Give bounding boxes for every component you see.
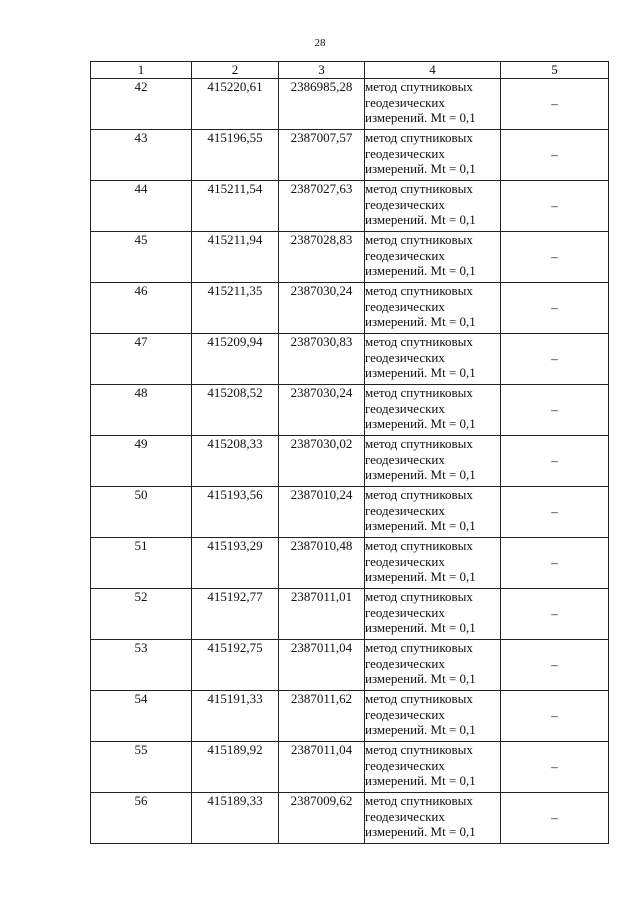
accuracy-value: – xyxy=(501,283,609,334)
method-line: измерений. Mt = 0,1 xyxy=(365,467,476,482)
coordinate-y: 2387030,24 xyxy=(279,385,365,436)
method-line: измерений. Mt = 0,1 xyxy=(365,518,476,533)
coordinate-y: 2386985,28 xyxy=(279,79,365,130)
coordinate-y: 2387011,04 xyxy=(279,742,365,793)
method-description xyxy=(365,793,501,844)
method-description xyxy=(365,334,501,385)
method-line: метод спутниковых xyxy=(365,793,473,808)
coordinate-x: 415189,92 xyxy=(192,742,279,793)
point-number: 48 xyxy=(91,385,192,436)
table-row xyxy=(91,538,609,589)
point-number: 46 xyxy=(91,283,192,334)
accuracy-value: – xyxy=(501,385,609,436)
point-number: 43 xyxy=(91,130,192,181)
point-number: 44 xyxy=(91,181,192,232)
method-line: геодезических xyxy=(365,502,445,518)
method-line: метод спутниковых xyxy=(365,742,473,757)
table-row xyxy=(91,130,609,181)
method-line: метод спутниковых xyxy=(365,79,473,94)
column-header-4: 4 xyxy=(365,62,501,79)
accuracy-value: – xyxy=(501,232,609,283)
method-description xyxy=(365,436,501,487)
table-row xyxy=(91,640,609,691)
method-line: метод спутниковых xyxy=(365,538,473,553)
method-description xyxy=(365,130,501,181)
table-row xyxy=(91,487,609,538)
method-line: геодезических xyxy=(365,298,445,314)
accuracy-value: – xyxy=(501,487,609,538)
method-description xyxy=(365,589,501,640)
table-row xyxy=(91,793,609,844)
column-header-3: 3 xyxy=(279,62,365,79)
coordinate-x: 415192,75 xyxy=(192,640,279,691)
method-line: метод спутниковых xyxy=(365,436,473,451)
method-line: метод спутниковых xyxy=(365,640,473,655)
method-description xyxy=(365,385,501,436)
method-line: метод спутниковых xyxy=(365,385,473,400)
method-line: измерений. Mt = 0,1 xyxy=(365,569,476,584)
coordinate-y: 2387010,24 xyxy=(279,487,365,538)
table-row xyxy=(91,436,609,487)
table-body xyxy=(91,79,609,844)
accuracy-value: – xyxy=(501,79,609,130)
method-line: геодезических xyxy=(365,349,445,365)
method-line: геодезических xyxy=(365,655,445,671)
table-row xyxy=(91,385,609,436)
method-line: геодезических xyxy=(365,196,445,212)
coordinate-x: 415208,52 xyxy=(192,385,279,436)
method-line: измерений. Mt = 0,1 xyxy=(365,161,476,176)
method-line: геодезических xyxy=(365,604,445,620)
point-number: 47 xyxy=(91,334,192,385)
method-description xyxy=(365,691,501,742)
method-description xyxy=(365,538,501,589)
column-header-5: 5 xyxy=(501,62,609,79)
coordinate-y: 2387011,01 xyxy=(279,589,365,640)
coordinate-x: 415193,56 xyxy=(192,487,279,538)
coordinate-x: 415220,61 xyxy=(192,79,279,130)
coordinate-y: 2387009,62 xyxy=(279,793,365,844)
method-line: измерений. Mt = 0,1 xyxy=(365,722,476,737)
method-description xyxy=(365,640,501,691)
method-line: измерений. Mt = 0,1 xyxy=(365,110,476,125)
point-number: 56 xyxy=(91,793,192,844)
accuracy-value: – xyxy=(501,436,609,487)
table-header-row xyxy=(91,62,609,79)
method-line: геодезических xyxy=(365,757,445,773)
method-line: геодезических xyxy=(365,94,445,110)
point-number: 50 xyxy=(91,487,192,538)
method-line: геодезических xyxy=(365,808,445,824)
method-line: геодезических xyxy=(365,451,445,467)
coordinate-y: 2387030,83 xyxy=(279,334,365,385)
coordinate-y: 2387011,04 xyxy=(279,640,365,691)
point-number: 42 xyxy=(91,79,192,130)
accuracy-value: – xyxy=(501,793,609,844)
accuracy-value: – xyxy=(501,538,609,589)
method-line: измерений. Mt = 0,1 xyxy=(365,416,476,431)
method-line: измерений. Mt = 0,1 xyxy=(365,365,476,380)
table-row xyxy=(91,691,609,742)
method-line: геодезических xyxy=(365,553,445,569)
method-line: метод спутниковых xyxy=(365,334,473,349)
method-line: геодезических xyxy=(365,706,445,722)
method-line: измерений. Mt = 0,1 xyxy=(365,212,476,227)
table-row xyxy=(91,742,609,793)
coordinate-x: 415208,33 xyxy=(192,436,279,487)
method-line: измерений. Mt = 0,1 xyxy=(365,773,476,788)
coordinate-y: 2387030,24 xyxy=(279,283,365,334)
method-line: метод спутниковых xyxy=(365,130,473,145)
method-line: измерений. Mt = 0,1 xyxy=(365,824,476,839)
method-line: метод спутниковых xyxy=(365,487,473,502)
coordinate-y: 2387010,48 xyxy=(279,538,365,589)
method-line: метод спутниковых xyxy=(365,232,473,247)
coordinate-x: 415189,33 xyxy=(192,793,279,844)
coordinate-y: 2387030,02 xyxy=(279,436,365,487)
table-row xyxy=(91,232,609,283)
coordinate-x: 415211,54 xyxy=(192,181,279,232)
column-header-2: 2 xyxy=(192,62,279,79)
point-number: 51 xyxy=(91,538,192,589)
coordinate-x: 415211,35 xyxy=(192,283,279,334)
method-line: измерений. Mt = 0,1 xyxy=(365,620,476,635)
method-description xyxy=(365,181,501,232)
method-line: метод спутниковых xyxy=(365,181,473,196)
coordinate-y: 2387027,63 xyxy=(279,181,365,232)
method-line: метод спутниковых xyxy=(365,691,473,706)
method-description xyxy=(365,487,501,538)
accuracy-value: – xyxy=(501,640,609,691)
coordinate-x: 415192,77 xyxy=(192,589,279,640)
coordinate-x: 415191,33 xyxy=(192,691,279,742)
table-row xyxy=(91,334,609,385)
method-line: геодезических xyxy=(365,247,445,263)
method-description xyxy=(365,283,501,334)
point-number: 49 xyxy=(91,436,192,487)
coordinate-x: 415211,94 xyxy=(192,232,279,283)
method-line: метод спутниковых xyxy=(365,589,473,604)
table-row xyxy=(91,79,609,130)
coordinate-y: 2387007,57 xyxy=(279,130,365,181)
method-line: измерений. Mt = 0,1 xyxy=(365,314,476,329)
table-row xyxy=(91,283,609,334)
accuracy-value: – xyxy=(501,691,609,742)
coordinates-table xyxy=(90,61,609,844)
accuracy-value: – xyxy=(501,742,609,793)
coordinate-x: 415193,29 xyxy=(192,538,279,589)
column-header-1: 1 xyxy=(91,62,192,79)
accuracy-value: – xyxy=(501,130,609,181)
coordinate-y: 2387011,62 xyxy=(279,691,365,742)
page-number: 28 xyxy=(314,37,326,49)
method-line: геодезических xyxy=(365,400,445,416)
coordinate-x: 415209,94 xyxy=(192,334,279,385)
point-number: 45 xyxy=(91,232,192,283)
point-number: 52 xyxy=(91,589,192,640)
point-number: 55 xyxy=(91,742,192,793)
coordinate-x: 415196,55 xyxy=(192,130,279,181)
method-description xyxy=(365,232,501,283)
accuracy-value: – xyxy=(501,589,609,640)
method-description xyxy=(365,79,501,130)
point-number: 53 xyxy=(91,640,192,691)
accuracy-value: – xyxy=(501,181,609,232)
table-row xyxy=(91,589,609,640)
method-line: метод спутниковых xyxy=(365,283,473,298)
coordinate-y: 2387028,83 xyxy=(279,232,365,283)
method-line: измерений. Mt = 0,1 xyxy=(365,263,476,278)
accuracy-value: – xyxy=(501,334,609,385)
method-description xyxy=(365,742,501,793)
table-row xyxy=(91,181,609,232)
point-number: 54 xyxy=(91,691,192,742)
method-line: геодезических xyxy=(365,145,445,161)
method-line: измерений. Mt = 0,1 xyxy=(365,671,476,686)
